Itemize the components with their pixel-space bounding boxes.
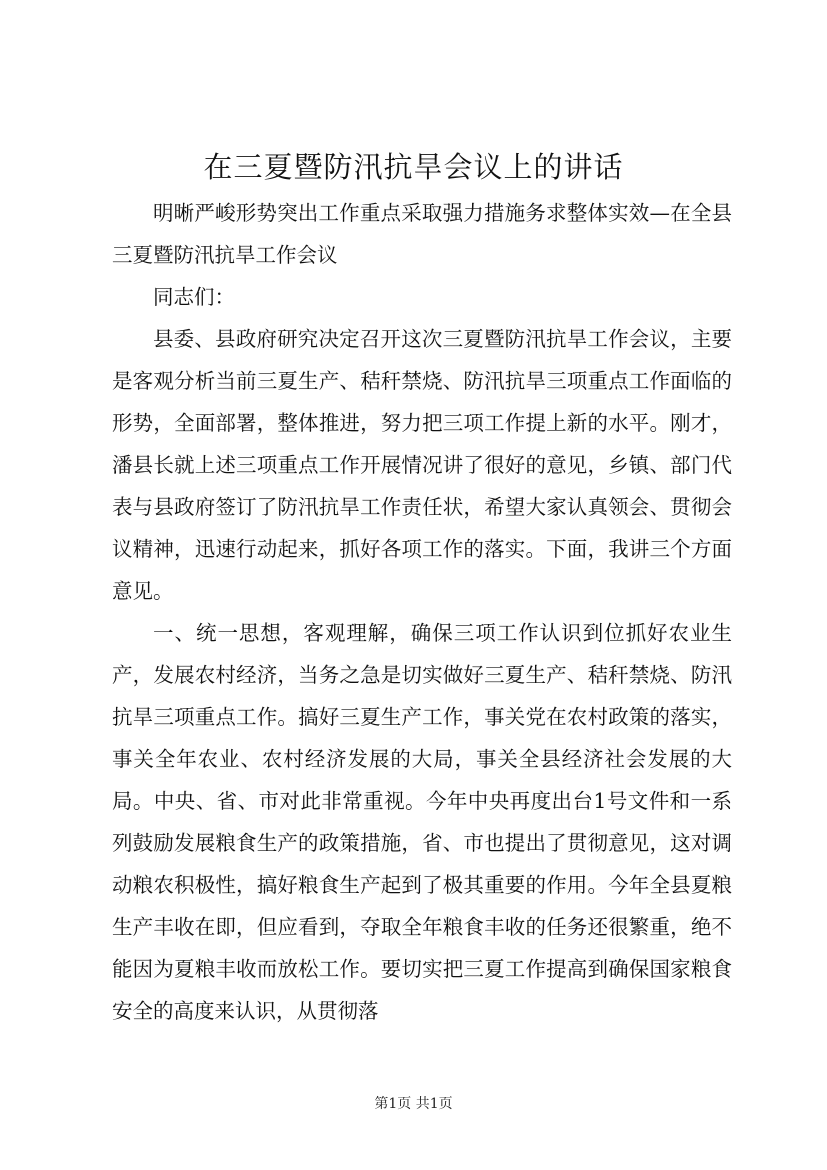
salutation-paragraph: 同志们： <box>153 285 235 309</box>
intro-paragraph: 县委、县政府研究决定召开这次三夏暨防汛抗旱工作会议，主要是客观分析当前三夏生产、秸秆禁烧、防汛抗旱三项重点工作面临的形势，全面部署，整体推进，努力把三项工作提上新的水平。刚才，潘县长就上述三项重点工作开展情况讲了很好的意见，乡镇、部门代表与县政府签订了防汛抗旱工作责任状，希望大家认真领会、贯彻会议精神，迅速行动起来，抓好各项工作的落实。下面，我讲三个方面意见。 <box>112 327 732 603</box>
document-title: 在三夏暨防汛抗旱会议上的讲话 <box>203 150 624 184</box>
page-footer: 第1页 共1页 <box>374 1096 453 1112</box>
document-body <box>112 192 732 1032</box>
section-one-paragraph: 一、统一思想，客观理解，确保三项工作认识到位抓好农业生产，发展农村经济，当务之急是切实做好三夏生产、秸秆禁烧、防汛抗旱三项重点工作。搞好三夏生产工作，事关党在农村政策的落实，事关全年农业、农村经济发展的大局，事关全县经济社会发展的大局。中央、省、市对此非常重视。今年中央再度出台1号文件和一系列鼓励发展粮食生产的政策措施，省、市也提出了贯彻意见，这对调动粮农积极性，搞好粮食生产起到了极其重要的作用。今年全县夏粮生产丰收在即，但应看到，夺取全年粮食丰收的任务还很繁重，绝不能因为夏粮丰收而放松工作。要切实把三夏工作提高到确保国家粮食安全的高度来认识，从贯彻落 <box>112 621 732 1023</box>
subtitle-paragraph: 明晰严峻形势突出工作重点采取强力措施务求整体实效—在全县三夏暨防汛抗旱工作会议 <box>112 201 732 267</box>
